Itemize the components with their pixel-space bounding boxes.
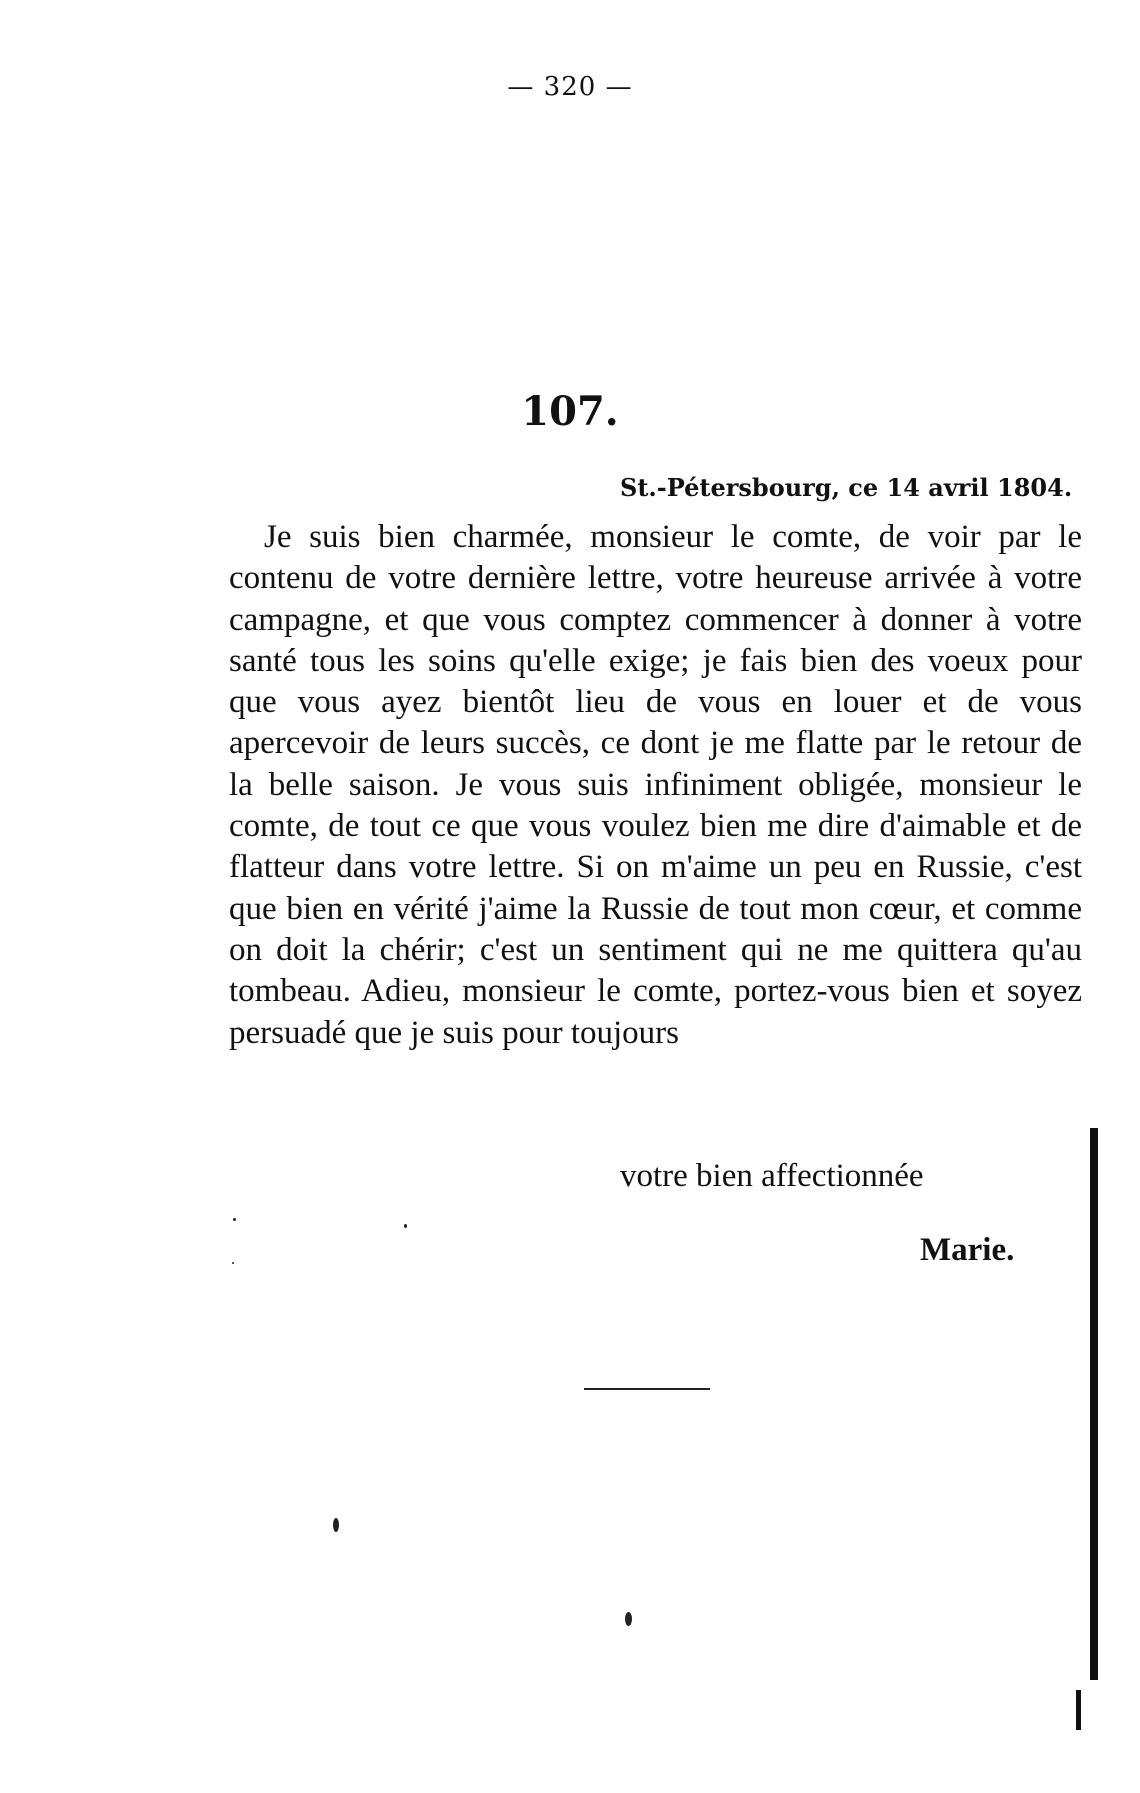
letter-number: 107. xyxy=(521,388,619,435)
scan-edge-shadow-tail xyxy=(1076,1690,1081,1730)
ink-speck xyxy=(404,1224,407,1228)
ink-speck xyxy=(625,1612,632,1626)
ink-speck xyxy=(233,1218,236,1221)
page-number: — 320 — xyxy=(507,72,633,102)
dateline: St.-Pétersbourg, ce 14 avril 1804. xyxy=(620,473,1073,502)
section-divider xyxy=(584,1388,710,1390)
closing-line: votre bien affectionnée xyxy=(620,1158,924,1194)
signature: Marie. xyxy=(920,1232,1015,1268)
letter-body: Je suis bien charmée, monsieur le comte, de voir par le contenu de votre dernière lettre, votre heureuse arrivée à votre campagne, et que vous comptez commencer à donner à votre santé tous les soins qu'elle exige; je fais bien des voeux pour que vous ayez bientôt lieu de vous en louer et de vous apercevoir de leurs succès, ce dont je me flatte par le retour de la belle saison. Je vous suis infiniment obligée, monsieur le comte, de tout ce que vous voulez bien me dire d'aimable et de flatteur dans votre lettre. Si on m'aime un peu en Russie, c'est que bien en vérité j'aime la Russie de tout mon cœur, et comme on doit la chérir; c'est un sentiment qui ne me quittera qu'au tombeau. Adieu, monsieur le comte, portez-vous bien et soyez persuadé que je suis pour toujours xyxy=(229,519,1082,1051)
ink-speck xyxy=(333,1518,339,1532)
scan-edge-shadow xyxy=(1090,1128,1098,1680)
ink-speck xyxy=(232,1262,234,1264)
